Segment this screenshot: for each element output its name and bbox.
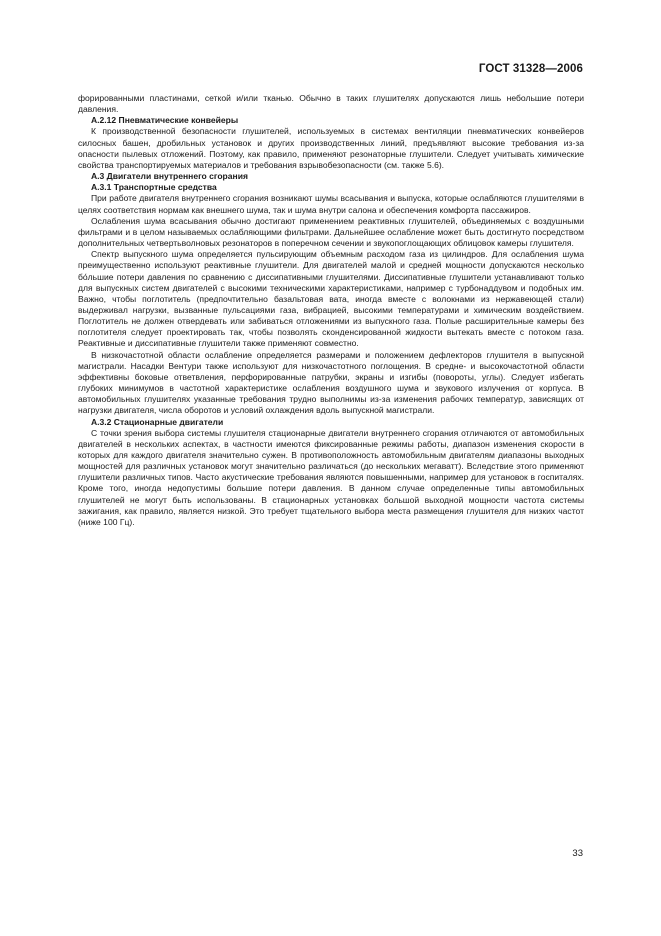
section-heading-a31: А.3.1 Транспортные средства	[91, 182, 217, 193]
paragraph-intake-exhaust: При работе двигателя внутреннего сгорания возникают шумы всасывания и выпуска, которые ослабляются глушителями в целях соответствия нормам как внешнего шума, так и шума внутри салона и обеспечения комфорта пассажиров.	[78, 193, 584, 215]
section-heading-a32: А.3.2 Стационарные двигатели	[91, 416, 224, 427]
paragraph-pneumatic: К производственной безопасности глушителей, используемых в системах вентиляции пневматических конвейеров силосных башен, дробильных установок и других производственных линий, предъявляют высокие требования из-за опасности пылевых отложений. Поэтому, как правило, применяют резонаторные глушители. Следует учитывать химические свойства транспортируемых материалов и требования взрывобезопасности (см. также 5.6).	[78, 126, 584, 170]
paragraph-low-frequency: В низкочастотной области ослабление определяется размерами и положением дефлекторов глушителя в выпускной магистрали. Насадки Вентури также используют для низкочастотного поглощения. В средне- и высокочастотной области эффективны боковые ответвления, перфорированные патрубки, экраны и изгибы (повороты, углы). Следует избегать глубоких минимумов в частотной характеристике ослабления воздушного шума и звукового излучения от корпуса. В автомобильных глушителях указанные требования трудно выполнимы из-за изменения рабочих температур, зависящих от нагрузки двигателя, числа оборотов и условий охлаждения вдоль выпускной магистрали.	[78, 349, 584, 416]
section-heading-a212: А.2.12 Пневматические конвейеры	[91, 115, 239, 126]
document-header: ГОСТ 31328—2006	[478, 63, 583, 75]
paragraph-stationary: С точки зрения выбора системы глушителя стационарные двигатели внутреннего сгорания отличаются от автомобильных двигателей в нескольких аспектах, в частности имеются фиксированные режимы работы, диапазон изменения скорости в которых для каждого двигателя значительно сужен. В противоположность автомобильным двигателям диапазоны выходных мощностей для различных установок могут значительно различаться (до нескольких мегаватт). Вследствие этого применяют глушители различных типов. Часто акустические требования являются повышенными, например для установок в госпиталях. Кроме того, иногда недопустимы большие потери давления. В данном случае определенные типы автомобильных глушителей не могут быть использованы. В стационарных установках большой выходной мощности частота системы зажигания, как правило, является низкой. Это требует тщательного выбора места размещения глушителя для низких частот (ниже 100 Гц).	[78, 427, 584, 527]
paragraph-exhaust-spectrum: Спектр выпускного шума определяется пульсирующим объемным расходом газа из цилиндров. Для ослабления шума преимущественно используют реактивные глушители. Для двигателей малой и средней мощности допускаются несколько бо́льшие потери давления по сравнению с диссипативными глушителями. Диссипативные глушители устанавливают только для выпускных систем двигателей с высокими техническими характеристиками, например с турбонаддувом и подобных им. Важно, чтобы поглотитель (предпочтительно базальтовая вата, иногда вместе с волокнами из нержавеющей стали) выдерживал нагрузки, вызванные пульсациями газа, вибрацией, высокими температурами и химическим воздействием. Поглотитель не должен отвердевать или забиваться отложениями из выпускного газа. Полые расширительные камеры без поглотителя следует проектировать так, чтобы позволять сконденсированной жидкости вытекать вместе с потоком газа. Реактивные и диссипативные глушители также применяют совместно.	[78, 249, 584, 349]
paragraph-continuation: форированными пластинами, сеткой и/или тканью. Обычно в таких глушителях допускаются лишь небольшие потери давления.	[78, 93, 584, 115]
paragraph-intake-filters: Ослабления шума всасывания обычно достигают применением реактивных глушителей, объединяемых с воздушными фильтрами и в целом называемых ослабляющими фильтрами. Дальнейшее ослабление может быть достигнуто посредством дополнительных четвертьволновых резонаторов в поперечном сечении и звукопоглощающих облицовок камеры глушителя.	[78, 215, 584, 249]
page-number: 33	[572, 848, 583, 859]
section-heading-a3: А.3 Двигатели внутреннего сгорания	[91, 171, 248, 182]
document-body	[78, 93, 584, 528]
